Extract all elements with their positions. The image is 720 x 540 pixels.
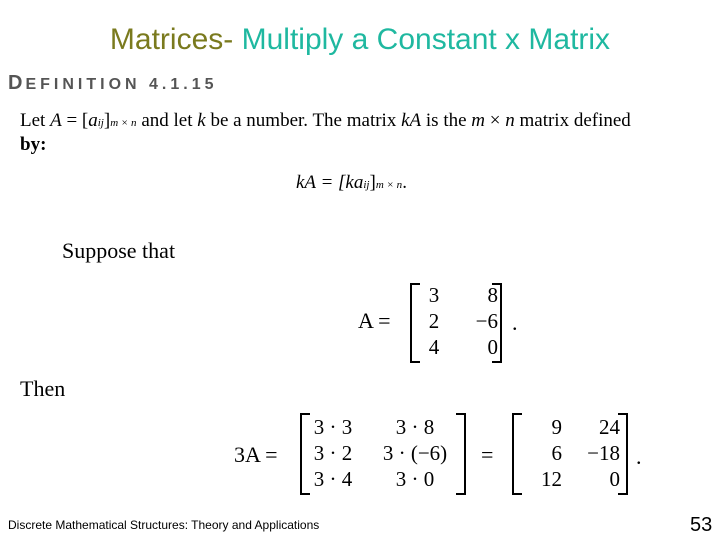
then-text: Then [20,376,66,401]
result-equals: = [481,442,494,467]
definition-text [20,110,710,156]
matrix-cell: 24 [599,415,620,439]
def-text-eq: = [ [61,110,89,131]
formula-lhs: kA = [ [296,172,346,193]
matrix-cell: 9 [551,415,562,439]
suppose-text: Suppose that [62,238,176,263]
matrix-cell: 4 [428,335,440,359]
matrix-cell: 3 · 2 [313,441,353,465]
title-part-matrices: Matrices- [109,23,242,56]
matrix-cell: 6 [551,441,562,465]
matrix-cell: 3 · 3 [313,415,353,439]
matrix-cell: −6 [475,309,498,333]
page-number: 53 [690,514,713,536]
def-text-isthe: is the [421,110,472,131]
def-text-let: Let [20,110,51,131]
matrix-cell: 0 [487,335,498,359]
footer-text: Discrete Mathematical Structures: Theory and Applications [8,518,320,532]
definition-heading-initial: D [8,72,26,94]
matrix-a [410,283,502,363]
matrix-a-period: . [512,310,518,335]
formula-sub-ij: ij [363,179,370,191]
def-sub-mxn: m × n [110,117,137,129]
def-var-aij: a [88,110,98,131]
formula-kaij: ka [345,172,364,193]
def-text-by: by: [20,134,47,155]
matrix-product-expansion [300,413,466,495]
formula-sub-mxn: m × n [375,179,403,191]
matrix-cell: −18 [587,441,620,465]
definition-heading-word: EFINITION [25,76,141,93]
matrix-cell: 3 · (−6) [382,441,448,465]
formula-period: . [402,172,407,193]
def-var-k: k [197,110,206,131]
result-period: . [636,444,642,469]
formula-close: ] [369,172,376,193]
def-sub-ij: ij [97,117,104,129]
result-label: 3A = [234,442,278,467]
matrix-cell: 3 [428,283,440,307]
matrix-cell: 12 [541,467,562,491]
def-text-times: × [485,110,506,131]
matrix-cell: 8 [487,283,498,307]
matrix-cell: 0 [609,467,620,491]
slide-title [0,22,720,58]
definition-number: 4.1.15 [149,76,218,93]
matrix-product-result [512,413,628,495]
def-var-m: m [471,110,486,131]
def-var-n: n [505,110,515,131]
def-text-number: be a number. The matrix [205,110,402,131]
matrix-cell: 3 · 8 [395,415,435,439]
matrix-cell: 2 [428,309,440,333]
left-bracket [410,283,420,363]
definition-heading [8,72,218,95]
matrix-a-label: A = [358,308,391,333]
def-var-ka: kA [401,110,422,131]
matrix-cell: 3 · 0 [395,467,435,491]
def-var-a: A [50,110,62,131]
matrix-cell: 3 · 4 [313,467,353,491]
def-text-defined: matrix defined [514,110,631,131]
definition-formula [296,172,407,194]
title-part-topic: Multiply a Constant x Matrix [241,23,611,56]
def-text-andlet: and let [136,110,198,131]
left-bracket [300,413,310,495]
def-close-bracket: ] [103,110,111,131]
